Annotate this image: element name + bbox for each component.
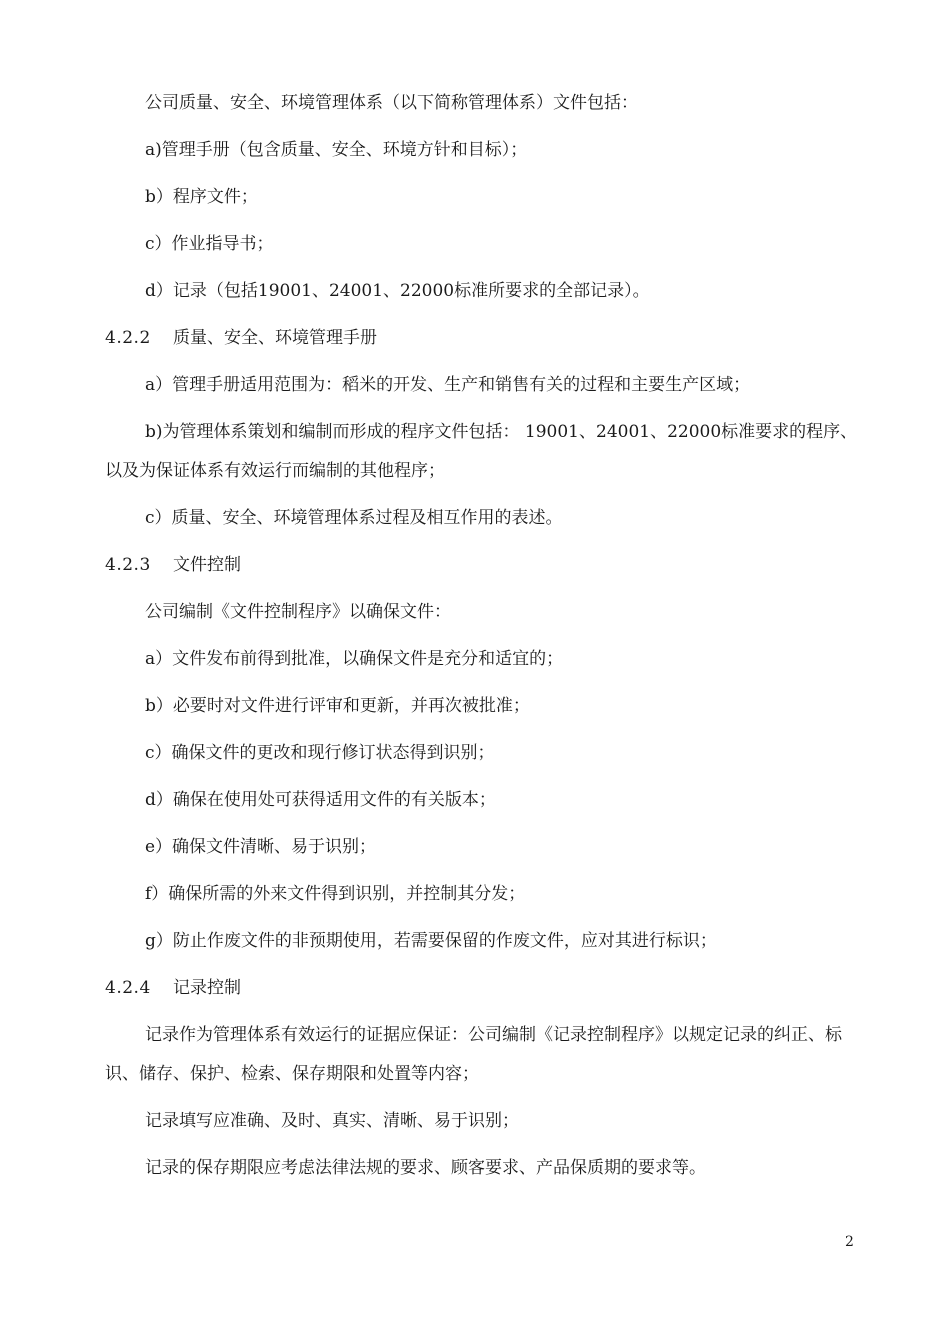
body-paragraph: 公司编制《文件控制程序》以确保文件： bbox=[145, 602, 451, 622]
list-item-a: a)管理手册（包含质量、安全、环境方针和目标）； bbox=[145, 140, 528, 160]
list-item-b: b)为管理体系策划和编制而形成的程序文件包括： 19001、24001、22000标准要求的程序、以及为保证体系有效运行而编制的其他程序； bbox=[105, 422, 858, 481]
document-body bbox=[105, 84, 865, 1196]
section-title: 文件控制 bbox=[173, 555, 241, 575]
body-paragraph: 记录填写应准确、及时、真实、清晰、易于识别； bbox=[145, 1111, 519, 1131]
list-item-d: d）确保在使用处可获得适用文件的有关版本； bbox=[145, 790, 496, 810]
section-number: 4.2.4 bbox=[105, 978, 151, 998]
list-item-e: e）确保文件清晰、易于识别； bbox=[145, 837, 377, 857]
list-item-c: c）确保文件的更改和现行修订状态得到识别； bbox=[145, 743, 495, 763]
body-paragraph: 记录的保存期限应考虑法律法规的要求、顾客要求、产品保质期的要求等。 bbox=[145, 1158, 706, 1178]
section-number: 4.2.2 bbox=[105, 328, 151, 348]
list-item-d: d）记录（包括19001、24001、22000标准所要求的全部记录）。 bbox=[145, 281, 650, 301]
list-item-c: c）质量、安全、环境管理体系过程及相互作用的表述。 bbox=[145, 508, 563, 528]
body-paragraph: 记录作为管理体系有效运行的证据应保证：公司编制《记录控制程序》以规定记录的纠正、标识、储存、保护、检索、保存期限和处置等内容； bbox=[105, 1025, 842, 1084]
list-item-a: a）管理手册适用范围为：稻米的开发、生产和销售有关的过程和主要生产区域； bbox=[145, 375, 751, 395]
section-title: 记录控制 bbox=[173, 978, 241, 998]
intro-paragraph: 公司质量、安全、环境管理体系（以下简称管理体系）文件包括： bbox=[145, 93, 638, 113]
list-item-b: b）程序文件； bbox=[145, 187, 258, 207]
section-heading-4-2-4 bbox=[105, 969, 865, 1008]
section-number: 4.2.3 bbox=[105, 555, 151, 575]
list-item-b: b）必要时对文件进行评审和更新，并再次被批准； bbox=[145, 696, 530, 716]
section-title: 质量、安全、环境管理手册 bbox=[173, 328, 377, 348]
section-heading-4-2-3 bbox=[105, 546, 865, 585]
list-item-a: a）文件发布前得到批准，以确保文件是充分和适宜的； bbox=[145, 649, 564, 669]
page-number: 2 bbox=[845, 1234, 854, 1250]
list-item-f: f）确保所需的外来文件得到识别，并控制其分发； bbox=[145, 884, 526, 904]
list-item-g: g）防止作废文件的非预期使用，若需要保留的作废文件，应对其进行标识； bbox=[145, 931, 717, 951]
section-heading-4-2-2 bbox=[105, 319, 865, 358]
list-item-c: c）作业指导书； bbox=[145, 234, 274, 254]
